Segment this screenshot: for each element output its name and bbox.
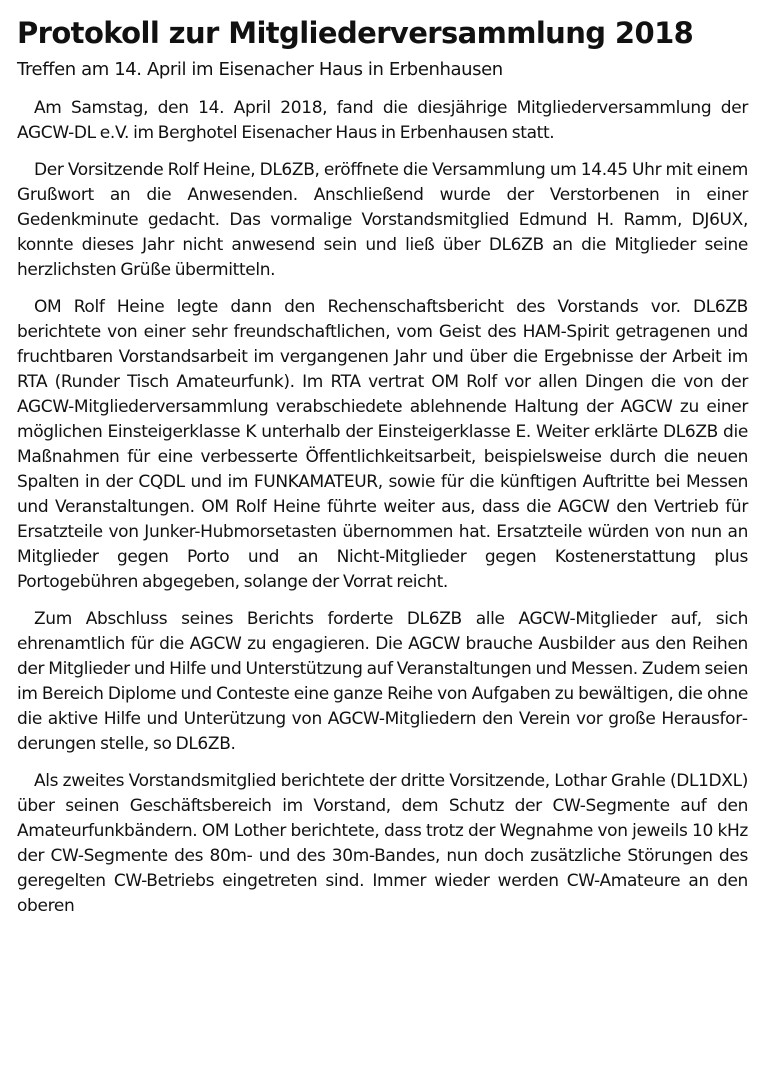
paragraph-opening: Am Samstag, den 14. April 2018, fand die diesjährige Mitgliederversammlung der AGCW-DL e.V. im Berghotel Eisenacher Haus in Erbenhausen statt. [17, 98, 748, 143]
paragraph-call-to-engage: Zum Abschluss seines Berichts forderte DL6ZB alle AGCW-Mitglieder auf, sich ehrenamtlich für die AGCW zu engagieren. Die AGCW brauche Ausbilder aus den Reihen der Mitglieder und Hilfe und Unterstützung auf Veranstaltungen und Messen. Zudem seien im Bereich Diplome und Conteste eine ganze Reihe von Aufgaben zu bewältigen, die ohne die aktive Hilfe und Unterützung von AGCW-Mitgliedern den Verein vor große Herausforderungen stelle, so DL6ZB. [17, 609, 748, 754]
paragraph-greeting: Der Vorsitzende Rolf Heine, DL6ZB, eröffnete die Versammlung um 14.45 Uhr mit einem Grußwort an die Anwesenden. Anschließend wurde der Verstorbenen in einer Gedenkminute gedacht. Das vormalige Vorstandsmitglied Edmund H. Ramm, DJ6UX, konnte dieses Jahr nicht anwesend sein und ließ über DL6ZB an die Mitglieder seine herzlichsten Grüße übermitteln. [17, 160, 748, 280]
page-subtitle: Treffen am 14. April im Eisenacher Haus in Erbenhausen [17, 59, 503, 80]
paragraph-board-report: OM Rolf Heine legte dann den Rechenschaftsbericht des Vorstands vor. DL6ZB berichtete von einer sehr freundschaftlichen, vom Geist des HAM-Spirit getragenen und fruchtbaren Vorstandsarbeit im vergangenen Jahr und über die Ergebnisse der Arbeit im RTA (Runder Tisch Amateurfunk). Im RTA vertrat OM Rolf vor allen Dingen die von der AGCW-Mitgliederversammlung verabschiedete ablehnende Haltung der AGCW zu einer möglichen Einsteigerklasse K unterhalb der Einsteigerklasse E. Weiter erklärte DL6ZB die Maßnahmen für eine verbesserte Öffentlichkeitsarbeit, beispielsweise durch die neuen Spalten in der CQDL und im FUNKAMATEUR, sowie für die künftigen Auftritte bei Messen und Veranstaltungen. OM Rolf Heine führte weiter aus, dass die AGCW den Vertrieb für Ersatzteile von Junker-Hubmorsetasten übernommen hat. Ersatzteile würden von nun an Mitglieder gegen Porto und an Nicht-Mitglieder gegen Kostenerstattung plus Portogebühren abgegeben, solange der Vorrat reicht. [17, 297, 748, 592]
article-body [17, 96, 748, 919]
page-title: Protokoll zur Mitgliederversammlung 2018 [17, 16, 694, 50]
paragraph-cw-segments: Als zweites Vorstandsmitglied berichtete der dritte Vorsitzende, Lothar Grahle (DL1DXL) über seinen Geschäftsbereich im Vorstand, dem Schutz der CW-Segmente auf den Amateurfunkbändern. OM Lother berichtete, dass trotz der Wegnahme von jeweils 10 kHz der CW-Segmente des 80m- und des 30m-Bandes, nun doch zusätzliche Störungen des geregelten CW-Betriebs eingetreten sind. Immer wieder werden CW-Amateure an den oberen [17, 771, 748, 916]
